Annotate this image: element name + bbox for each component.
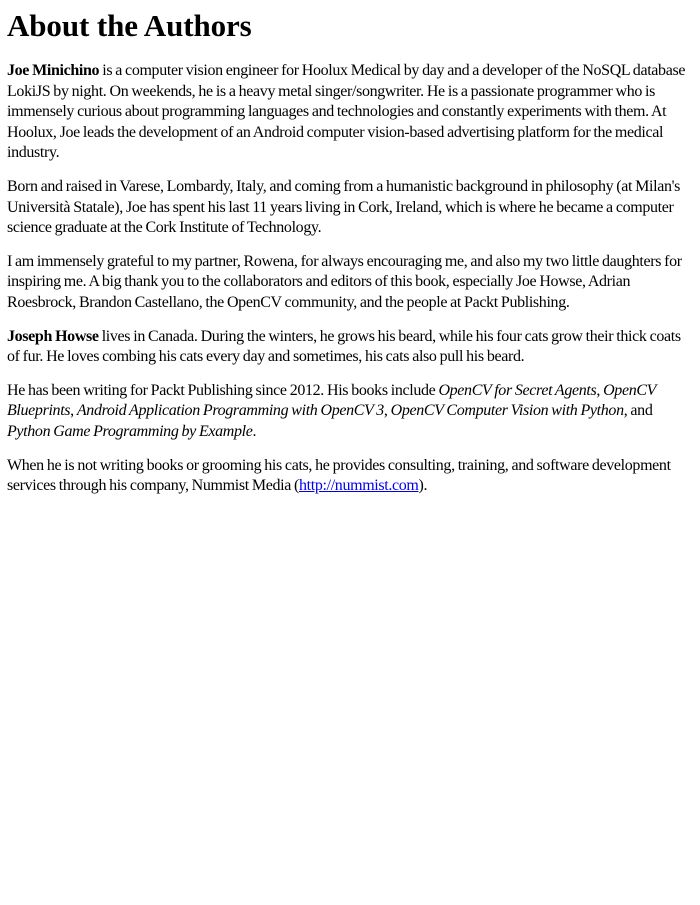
book-title: Python Game Programming by Example xyxy=(7,422,253,440)
author1-bio-paragraph xyxy=(7,61,692,164)
page-title: About the Authors xyxy=(7,8,252,43)
author1-bio-intro: is a computer vision engineer for Hoolux Medical by day and a developer of the NoSQL database LokiJS by night. On weekends, he is a heavy metal singer/songwriter. He is a passionate programmer who is immensely curious about programming languages and technologies and constantly experiments with them. At Hoolux, Joe leads the development of an Android computer vision-based advertising platform for the medical industry. xyxy=(7,62,686,162)
books-separator: , xyxy=(596,381,604,399)
books-suffix: . xyxy=(252,422,257,440)
author2-bio-intro: lives in Canada. During the winters, he grows his beard, while his four cats grow their thick coats of fur. He loves combing his cats every day and sometimes, his cats also pull his beard. xyxy=(7,327,681,366)
book-title: OpenCV Blueprints xyxy=(7,381,656,420)
author2-books-paragraph xyxy=(7,381,692,443)
book-title: Android Application Programming with OpenCV 3 xyxy=(76,402,384,420)
author1-name: Joe Minichino xyxy=(7,62,100,79)
services-suffix: ). xyxy=(418,477,428,495)
books-separator: , and xyxy=(623,402,653,420)
books-separator: , xyxy=(383,402,391,420)
author2-name: Joseph Howse xyxy=(7,327,99,345)
author2-bio-paragraph xyxy=(7,327,692,368)
services-text: When he is not writing books or grooming his cats, he provides consulting, training, and software development services through his company, Nummist Media ( xyxy=(7,456,671,495)
author1-acknowledgements-paragraph: I am immensely grateful to my partner, Rowena, for always encouraging me, and also my two little daughters for inspiring me. A big thank you to the collaborators and editors of this book, especially Joe Howse, Adrian Roesbrock, Brandon Castellano, the OpenCV community, and the people at Packt Publishing. xyxy=(7,252,682,311)
book-title: OpenCV Computer Vision with Python xyxy=(390,402,624,420)
book-title: OpenCV for Secret Agents xyxy=(438,381,597,399)
books-separator: , xyxy=(70,402,77,420)
author1-background-paragraph: Born and raised in Varese, Lombardy, Italy, and coming from a humanistic background in philosophy (at Milan's Università Statale), Joe has spent his last 11 years living in Cork, Ireland, which is where he became a computer science graduate at the Cork Institute of Technology. xyxy=(7,177,681,237)
nummist-link[interactable]: http://nummist.com xyxy=(299,477,419,495)
author2-services-paragraph xyxy=(7,456,692,497)
books-prefix: He has been writing for Packt Publishing since 2012. His books include xyxy=(7,381,439,399)
